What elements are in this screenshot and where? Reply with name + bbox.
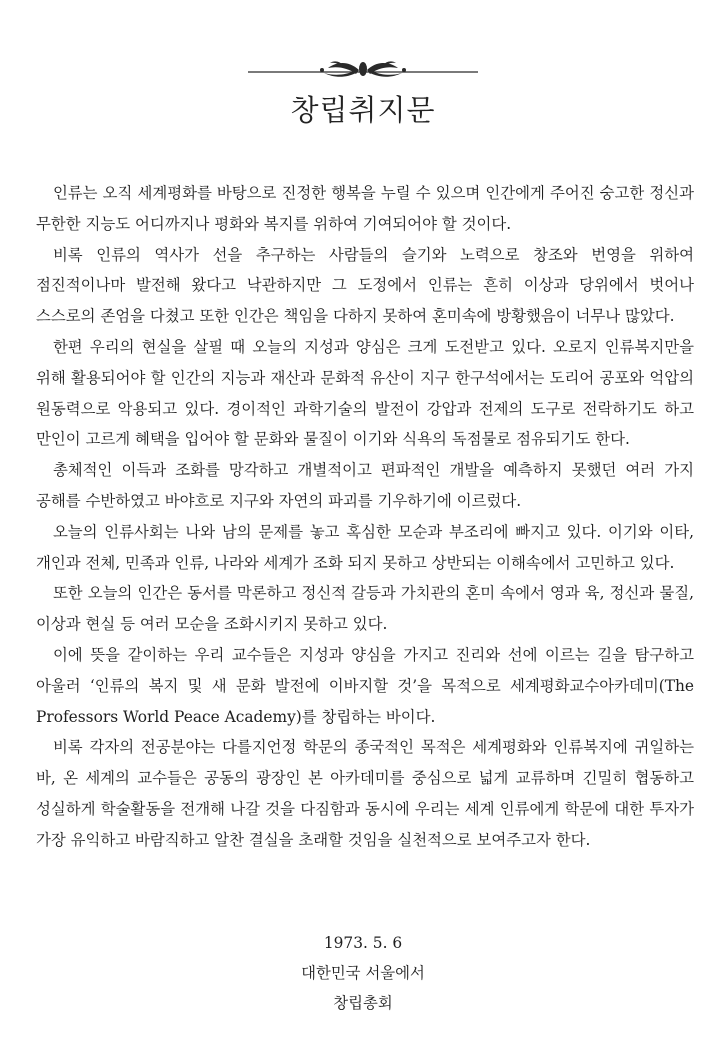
paragraph: 비록 각자의 전공분야는 다를지언정 학문의 종국적인 목적은 세계평화와 인류복지에 귀일하는 바, 온 세계의 교수들은 공동의 광장인 본 아카데미를 중심으로 넓게 교류하며 긴밀히 협동하고 성실하게 학술활동을 전개해 나갈 것을 다짐함과 동시에 우리는 세계 인류에게 학문에 대한 투자가 가장 유익하고 바람직하고 알찬 결실을 초래할 것임을 실천적으로 보여주고자 한다. [36,738,694,849]
footer-date: 1973. 5. 6 [323,934,403,952]
footer [0,928,726,1018]
footer-place: 대한민국 서울에서 [301,964,425,982]
page-title: 창립취지문 [290,93,436,127]
paragraph: 비록 인류의 역사가 선을 추구하는 사람들의 슬기와 노력으로 창조와 번영을 위하여 점진적이나마 발전해 왔다고 낙관하지만 그 도정에서 인류는 흔히 이상과 당위에서 벗어나 스스로의 존엄을 다쳤고 또한 인간은 책임을 다하지 못하여 혼미속에 방황했음이 너무나 많았다. [36,245,694,326]
paragraph: 이에 뜻을 같이하는 우리 교수들은 지성과 양심을 가지고 진리와 선에 이르는 길을 탐구하고 아울러 ‘인류의 복지 및 새 문화 발전에 이바지할 것’을 목적으로 세계평화교수아카데미(The Professors World Peace Academy)를 창립하는 바이다. [36,645,694,726]
footer-signature: 창립총회 [333,994,393,1012]
paragraph: 또한 오늘의 인간은 동서를 막론하고 정신적 갈등과 가치관의 혼미 속에서 영과 육, 정신과 물질, 이상과 현실 등 여러 모순을 조화시키지 못하고 있다. [36,584,694,634]
paragraph: 총체적인 이득과 조화를 망각하고 개별적이고 편파적인 개발을 예측하지 못했던 여러 가지 공해를 수반하였고 바야흐로 지구와 자연의 파괴를 기우하기에 이르렀다. [36,461,694,510]
paragraph: 인류는 오직 세계평화를 바탕으로 진정한 행복을 누릴 수 있으며 인간에게 주어진 숭고한 정신과 무한한 지능도 어디까지나 평화와 복지를 위하여 기여되어야 할 것이다. [36,184,694,233]
paragraph: 한편 우리의 현실을 살필 때 오늘의 지성과 양심은 크게 도전받고 있다. 오로지 인류복지만을 위해 활용되어야 할 인간의 지능과 재산과 문화적 유산이 지구 한구석에서는 도리어 공포와 억압의 원동력으로 악용되고 있다. 경이적인 과학기술의 발전이 강압과 전제의 도구로 전락하기도 하고 만인이 고르게 혜택을 입어야 할 문화와 물질이 이기와 식욕의 독점물로 점유되기도 한다. [36,337,694,449]
paragraph: 오늘의 인류사회는 나와 남의 문제를 놓고 혹심한 모순과 부조리에 빠지고 있다. 이기와 이타, 개인과 전체, 민족과 인류, 나라와 세계가 조화 되지 못하고 상반되는 이해속에서 고민하고 있다. [36,522,694,572]
body-text [36,178,694,856]
ornament-divider-icon [248,58,478,82]
